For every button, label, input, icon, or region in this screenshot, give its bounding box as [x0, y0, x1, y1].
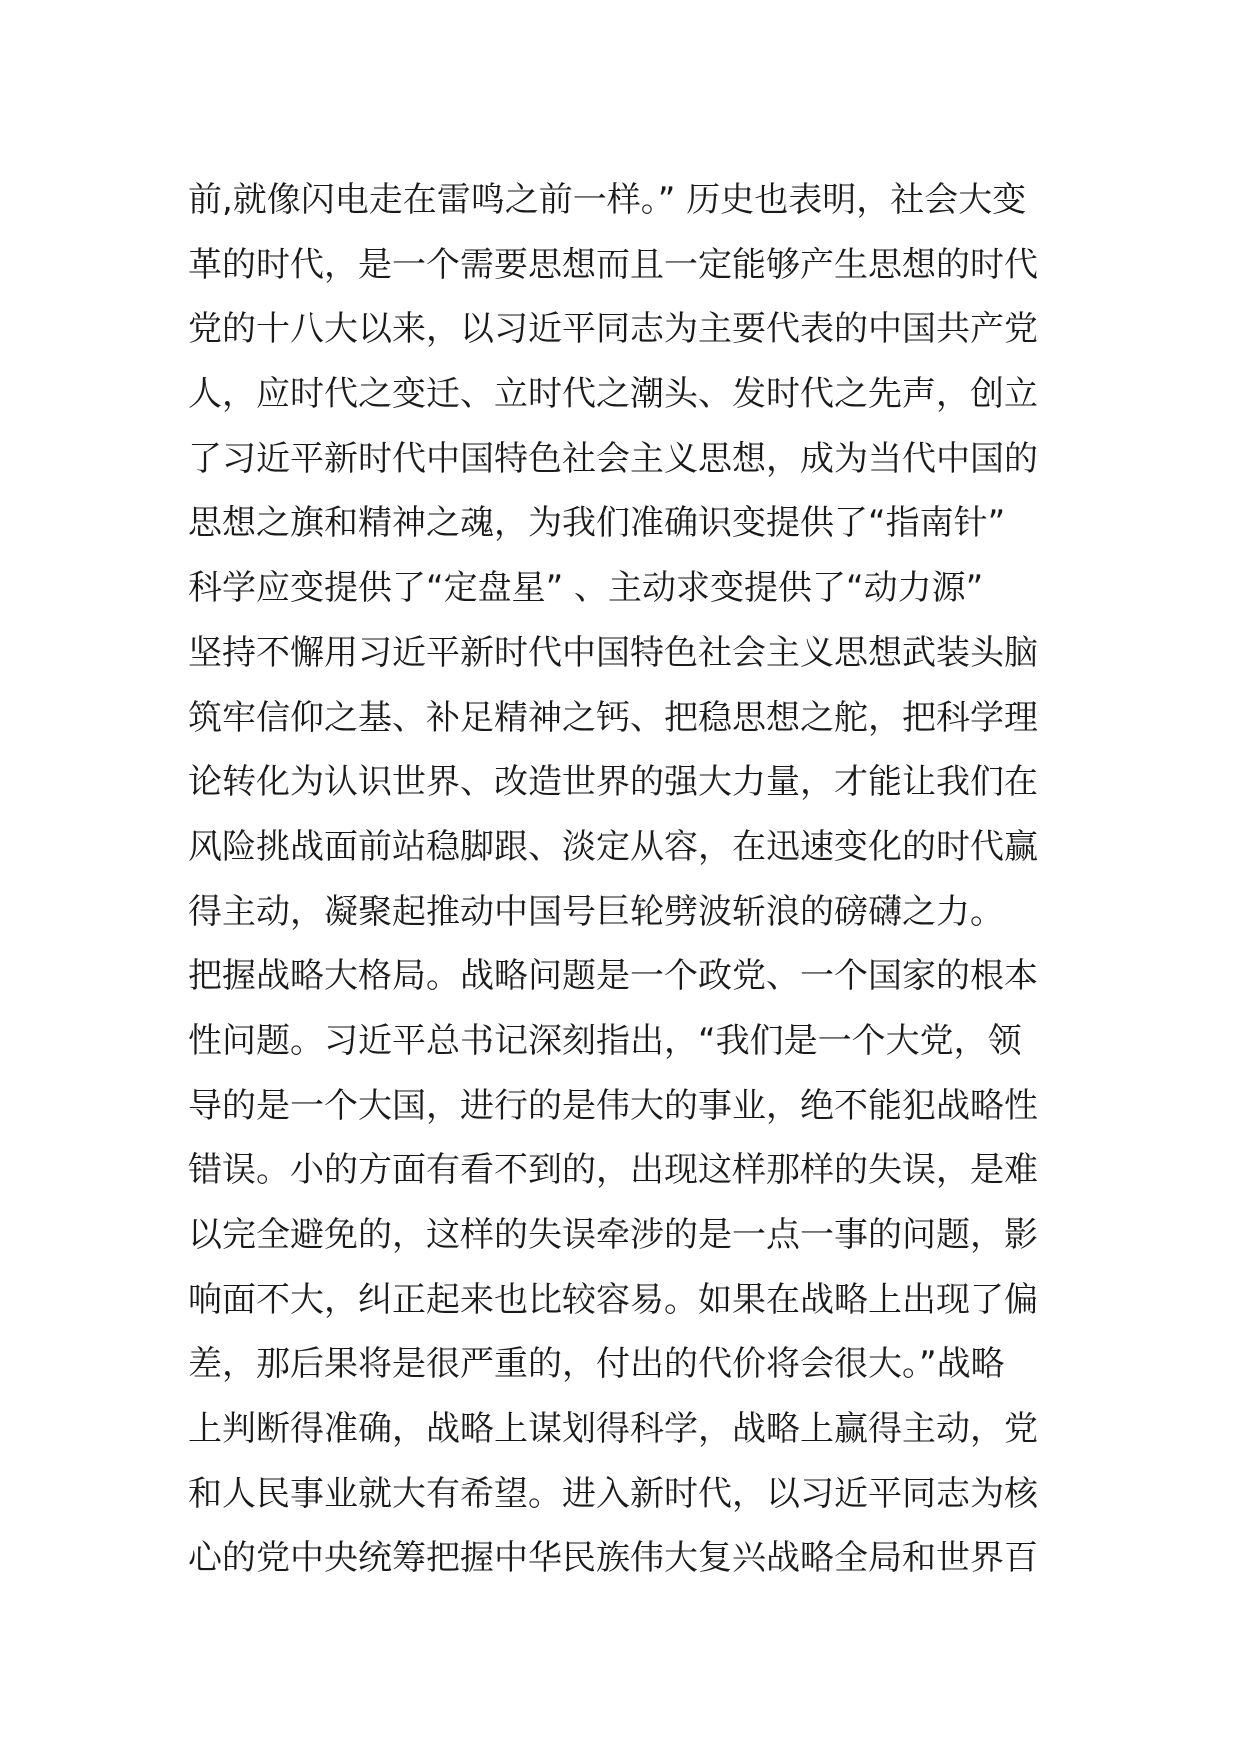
text-line: 了习近平新时代中国特色社会主义思想，成为当代中国的: [188, 438, 1038, 479]
text-line: 上判断得准确，战略上谋划得科学，战略上赢得主动，党: [188, 1409, 1038, 1450]
text-line: 前,就像闪电走在雷鸣之前一样。” 历史也表明，社会大变: [188, 180, 1027, 220]
paragraph-start-line: 把握战略大格局。战略问题是一个政党、一个国家的根本: [188, 956, 1038, 997]
text-line: 人，应时代之变迁、立时代之潮头、发时代之先声，创立: [188, 374, 1038, 415]
text-line: 响面不大，纠正起来也比较容易。如果在战略上出现了偏: [188, 1279, 1038, 1320]
text-line: 和人民事业就大有希望。进入新时代，以习近平同志为核: [188, 1473, 1038, 1514]
text-line: 科学应变提供了“定盘星” 、主动求变提供了“动力源”: [188, 568, 984, 609]
text-line: 论转化为认识世界、改造世界的强大力量，才能让我们在: [188, 762, 1038, 803]
text-line: 心的党中央统筹把握中华民族伟大复兴战略全局和世界百: [188, 1538, 1038, 1579]
text-line: 导的是一个大国，进行的是伟大的事业，绝不能犯战略性: [188, 1085, 1038, 1126]
text-line: 得主动，凝聚起推动中国号巨轮劈波斩浪的磅礴之力。: [188, 891, 1004, 932]
text-line: 错误。小的方面有看不到的，出现这样那样的失误，是难: [188, 1150, 1038, 1191]
text-line: 思想之旗和精神之魂，为我们准确识变提供了“指南针”: [188, 503, 1006, 544]
text-line: 坚持不懈用习近平新时代中国特色社会主义思想武装头脑: [188, 632, 1038, 673]
text-line: 革的时代，是一个需要思想而且一定能够产生思想的时代: [188, 244, 1038, 285]
body-text: [188, 168, 1068, 1591]
text-line: 风险挑战面前站稳脚跟、淡定从容，在迅速变化的时代赢: [188, 826, 1038, 867]
text-line: 以完全避免的，这样的失误牵涉的是一点一事的问题，影: [188, 1215, 1038, 1255]
text-line: 筑牢信仰之基、补足精神之钙、把稳思想之舵，把科学理: [188, 697, 1038, 738]
text-line: 党的十八大以来，以习近平同志为主要代表的中国共产党: [188, 309, 1038, 350]
text-line: 差，那后果将是很严重的，付出的代价将会很大。”战略: [188, 1344, 1005, 1385]
text-line: 性问题。习近平总书记深刻指出，“我们是一个大党，领: [188, 1020, 1022, 1061]
